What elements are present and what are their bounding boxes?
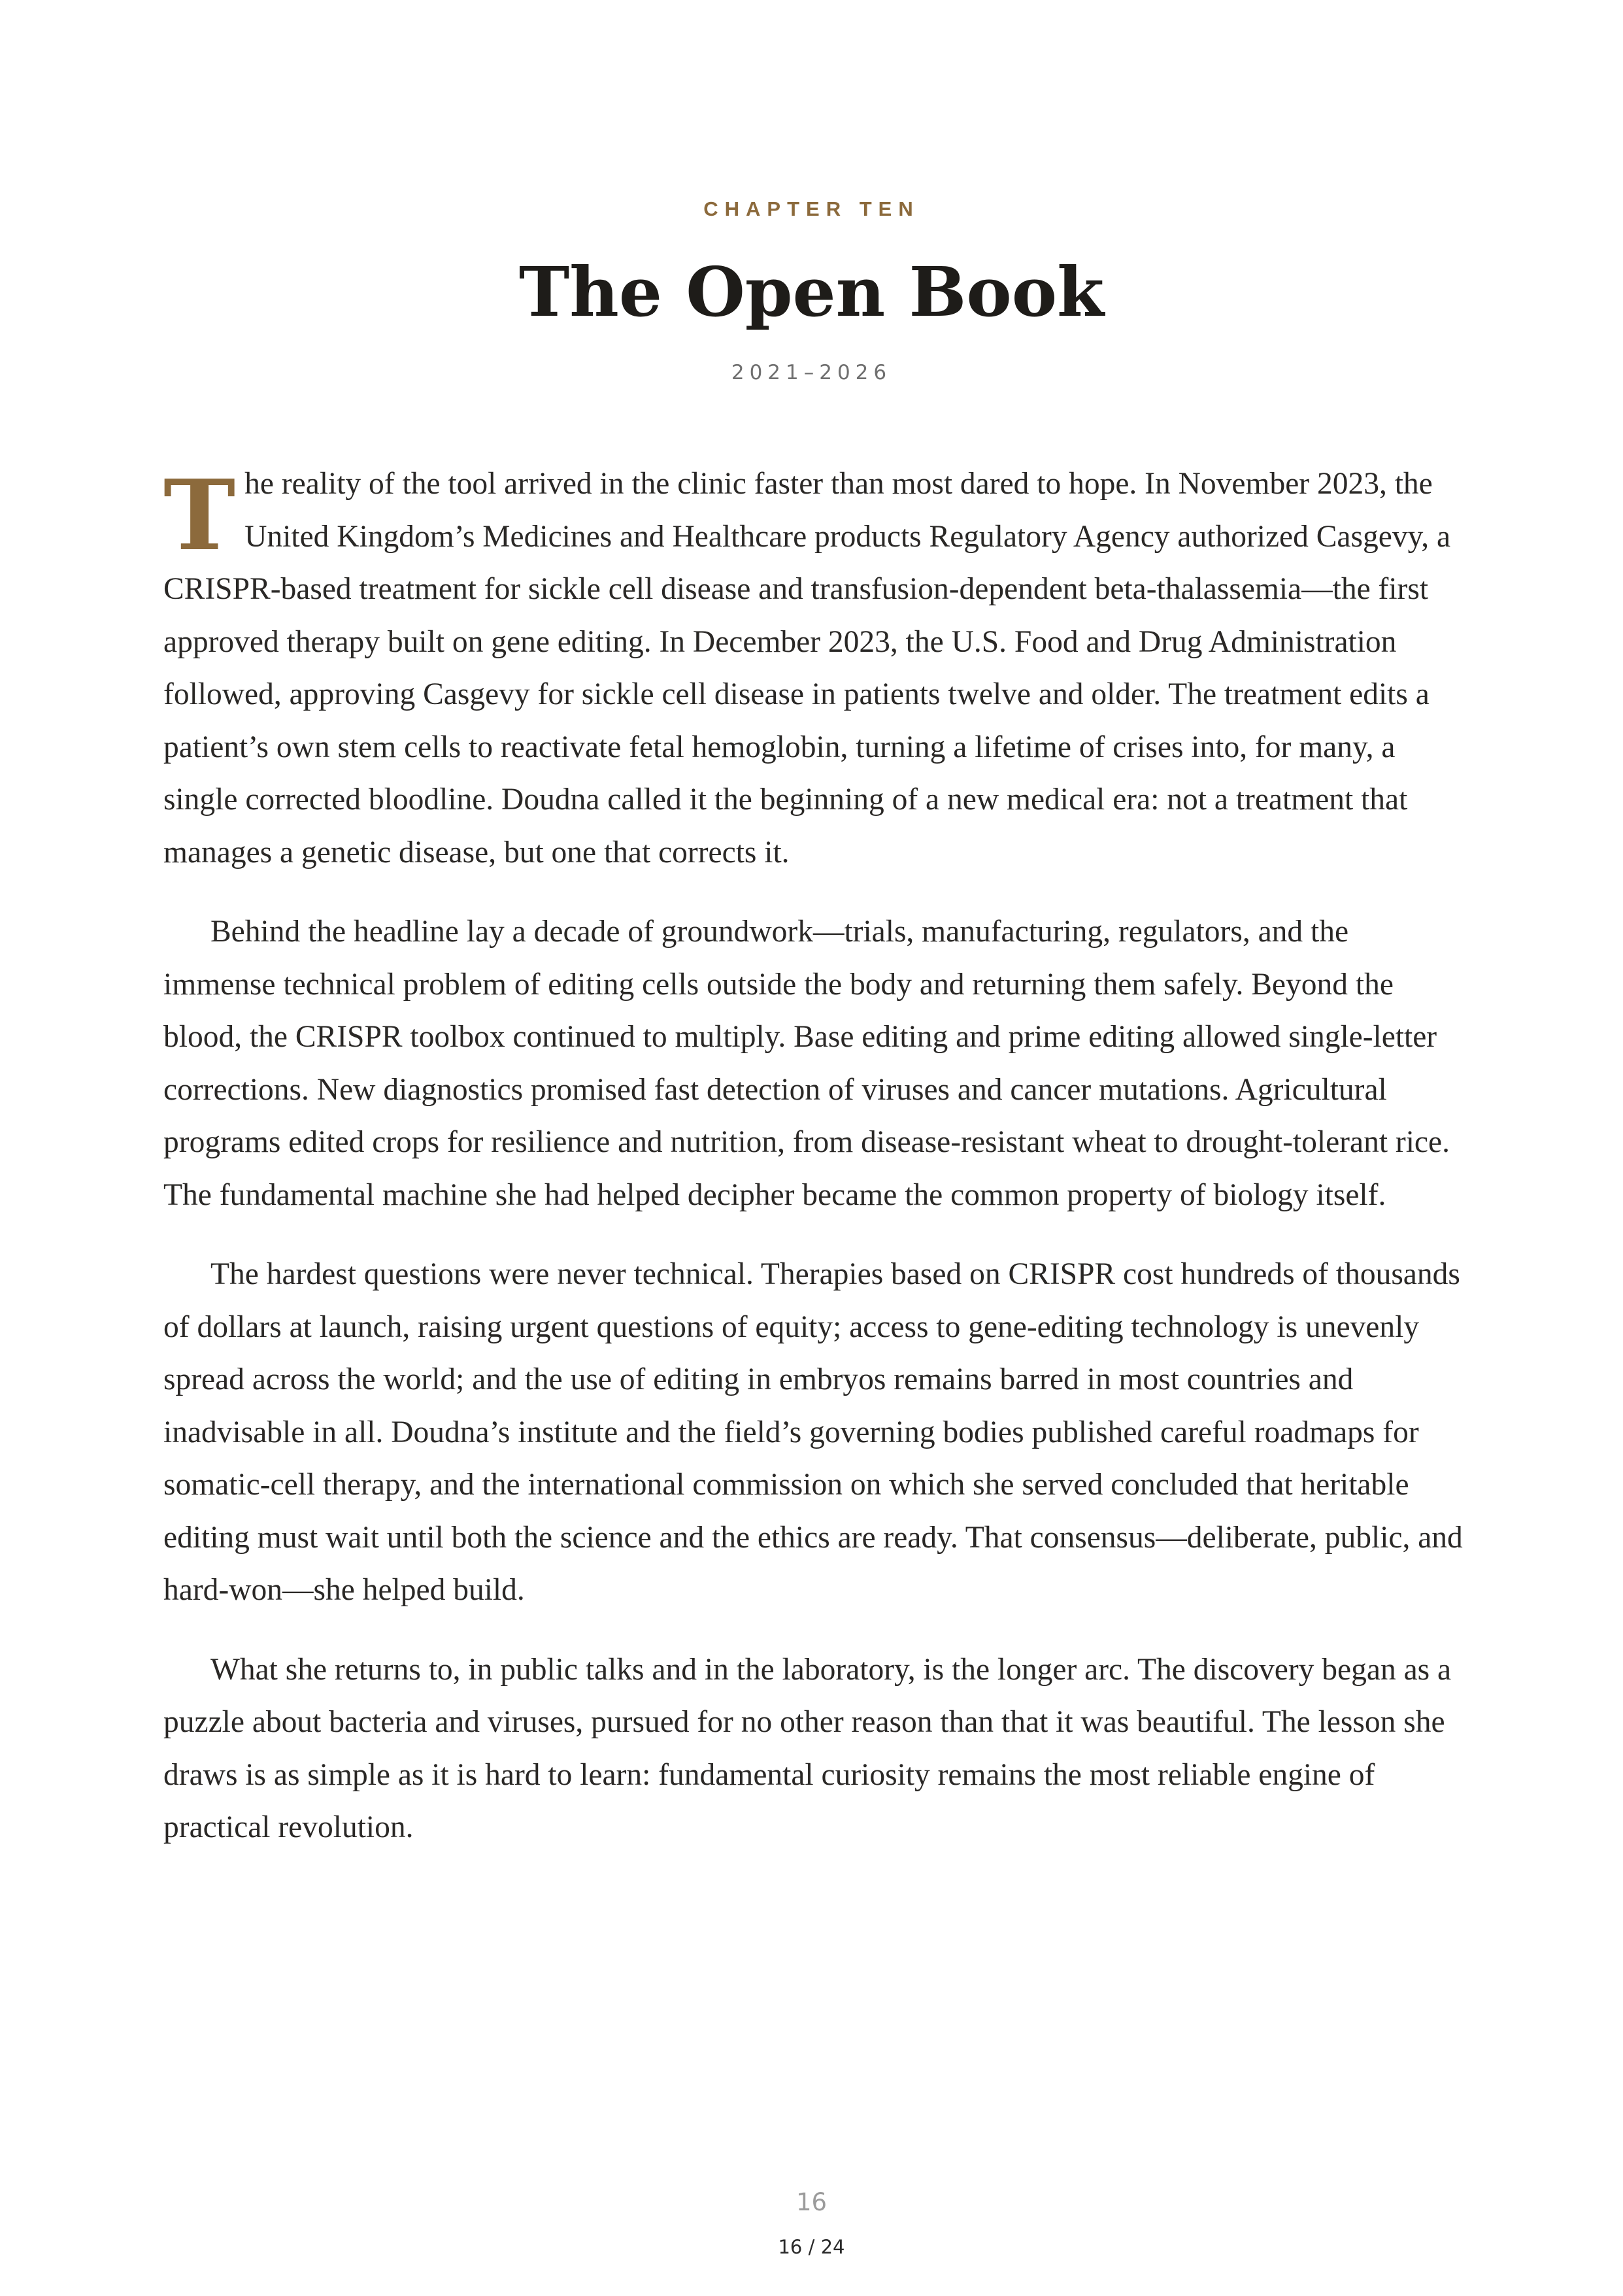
paragraph-2: Behind the headline lay a decade of groundwork—trials, manufacturing, regulators, and the immense technical problem of editing cells outside the body and returning them safely. Beyond the blood, the CRISPR toolbox continued to multiply. Base editing and prime editing allowed single-letter corrections. New diagnostics promised fast detection of viruses and cancer mutations. Agricultural programs edited crops for resilience and nutrition, from disease-resistant wheat to drought-tolerant rice. The fundamental machine she had helped decipher became the common property of biology itself.	[163, 915, 1450, 1212]
paragraph-1-text: he reality of the tool arrived in the clinic faster than most dared to hope. In November 2023, the United Kingdom’s Medicines and Healthcare products Regulatory Agency authorized Casgevy, a CRISPR-based treatment for sickle cell disease and transfusion-dependent beta-thalassemia—the first approved therapy built on gene editing. In December 2023, the U.S. Food and Drug Administration followed, approving Casgevy for sickle cell disease in patients twelve and older. The treatment edits a patient’s own stem cells to reactivate fetal hemoglobin, turning a lifetime of crises into, for many, a single corrected bloodline. Doudna called it the beginning of a new medical era: not a treatment that manages a genetic disease, but one that corrects it.	[163, 467, 1451, 869]
page-number: 16	[795, 2188, 828, 2216]
chapter-label: CHAPTER TEN	[703, 197, 920, 220]
chapter-body	[163, 458, 1467, 1881]
paragraph-3: The hardest questions were never technical. Therapies based on CRISPR cost hundreds of thousands of dollars at launch, raising urgent questions of equity; access to gene-editing technology is unevenly spread across the world; and the use of editing in embryos remains barred in most countries and inadvisable in all. Doudna’s institute and the field’s governing bodies published careful roadmaps for somatic-cell therapy, and the international commission on which she served concluded that heritable editing must wait until both the science and the ethics are ready. That consensus—deliberate, public, and hard-won—she helped build.	[163, 1257, 1463, 1607]
chapter-years: 2021–2026	[731, 361, 892, 384]
paragraph-4: What she returns to, in public talks and in the laboratory, is the longer arc. The discovery began as a puzzle about bacteria and viruses, pursued for no other reason than that it was beautiful. The lesson she draws is as simple as it is hard to learn: fundamental curiosity remains the most reliable engine of practical revolution.	[163, 1652, 1452, 1844]
chapter-title: The Open Book	[518, 252, 1105, 332]
drop-cap: T	[163, 458, 236, 572]
page-counter: 16 / 24	[778, 2236, 845, 2258]
paragraph-1	[163, 458, 1467, 879]
